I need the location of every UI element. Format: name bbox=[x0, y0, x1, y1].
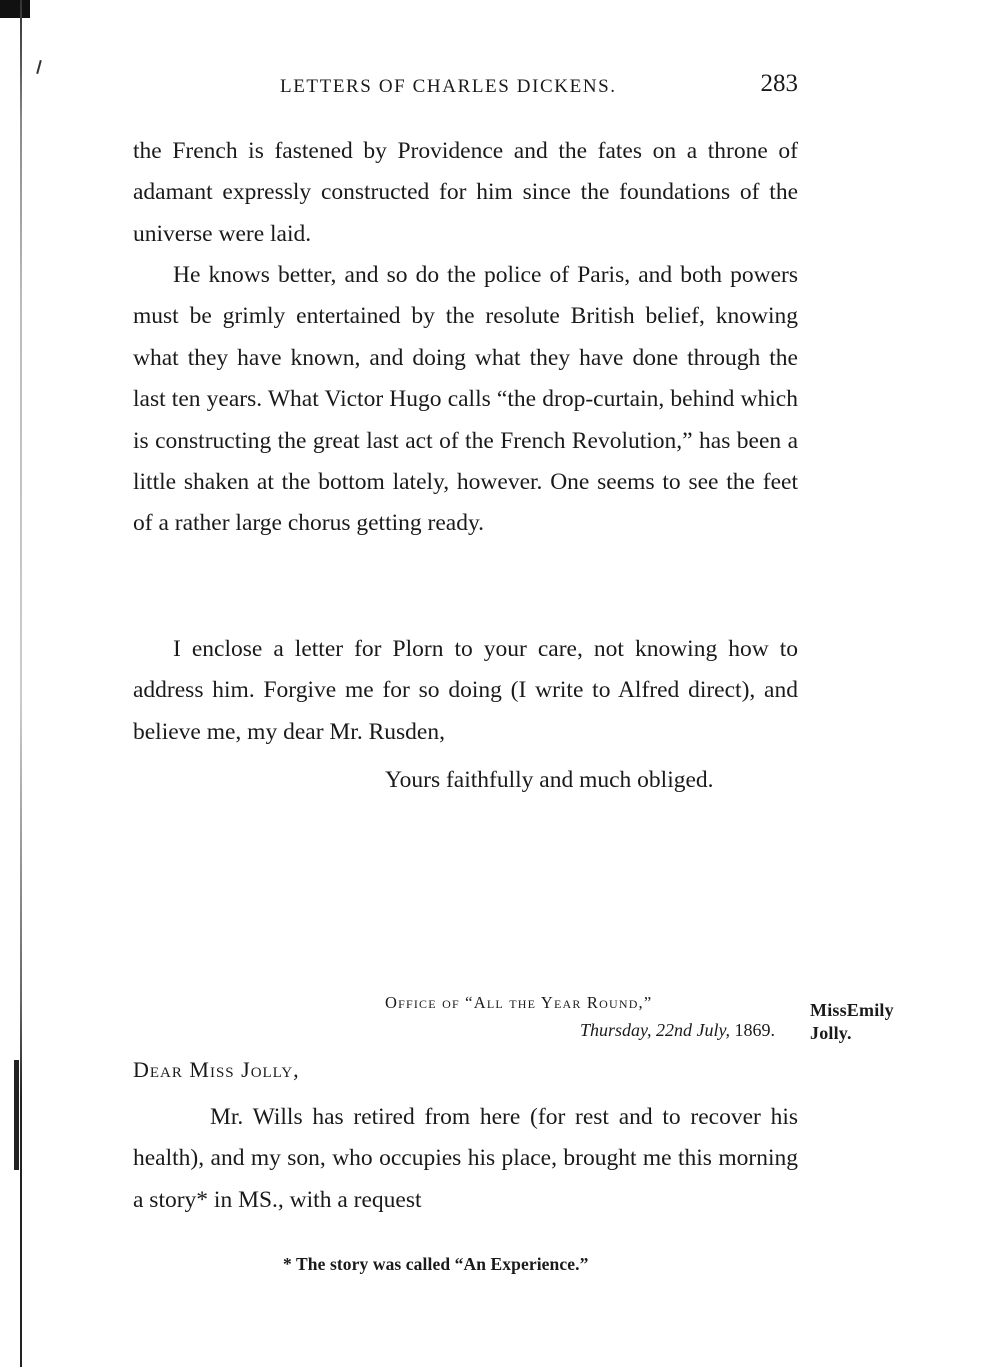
paragraph-plorn bbox=[133, 629, 798, 753]
dateline-year: 1869. bbox=[734, 1020, 775, 1040]
running-head bbox=[133, 70, 798, 104]
paragraph-victor-hugo bbox=[133, 255, 798, 545]
margin-note-recipient bbox=[810, 999, 894, 1045]
binding-top-mark bbox=[0, 0, 30, 18]
footnote: * The story was called “An Experience.” bbox=[283, 1254, 589, 1274]
letter-salutation: Dear Miss Jolly, bbox=[133, 1057, 300, 1082]
binding-line bbox=[20, 0, 22, 1367]
binding-thick-mark bbox=[14, 1060, 19, 1170]
binding-tick-mark bbox=[36, 60, 42, 74]
margin-note-line: Jolly. bbox=[810, 1023, 852, 1043]
scan-binding-edge bbox=[0, 0, 26, 1367]
running-title: LETTERS OF CHARLES DICKENS. bbox=[280, 76, 617, 97]
dateline-office: Office of “All the Year Round,” bbox=[385, 993, 653, 1012]
dateline-day: Thursday, 22nd July, bbox=[579, 1020, 730, 1040]
paragraph-text: Mr. Wills has retired from here (for rest and to recover his health), and my son, who occupies his place, brought me this morning a story* in MS., with a request bbox=[133, 1104, 798, 1213]
paragraph-text: I enclose a letter for Plorn to your care, not knowing how to address him. Forgive me for so doing (I write to Alfred direct), and believe me, my dear Mr. Rusden, bbox=[133, 636, 798, 745]
dateline-date bbox=[385, 1020, 775, 1041]
page-number: 283 bbox=[760, 70, 798, 97]
letter-closing: Yours faithfully and much obliged. bbox=[385, 767, 714, 793]
paragraph-mr-wills bbox=[133, 1097, 798, 1221]
paragraph-continuation bbox=[133, 131, 798, 255]
margin-note-line: MissEmily bbox=[810, 1000, 894, 1020]
paragraph-text: He knows better, and so do the police of Paris, and both powers must be grimly entertained by the resolute British belief, knowing what they have known, and doing what they have done through the last ten years. What Victor Hugo calls “the drop-curtain, behind which is constructing the great last act of the French Revolution,” has been a little shaken at the bottom lately, however. One seems to see the feet of a rather large chorus getting ready. bbox=[133, 262, 798, 537]
paragraph-text: the French is fastened by Providence and the fates on a throne of adamant expressly constructed for him since the foundations of the universe were laid. bbox=[133, 138, 798, 247]
